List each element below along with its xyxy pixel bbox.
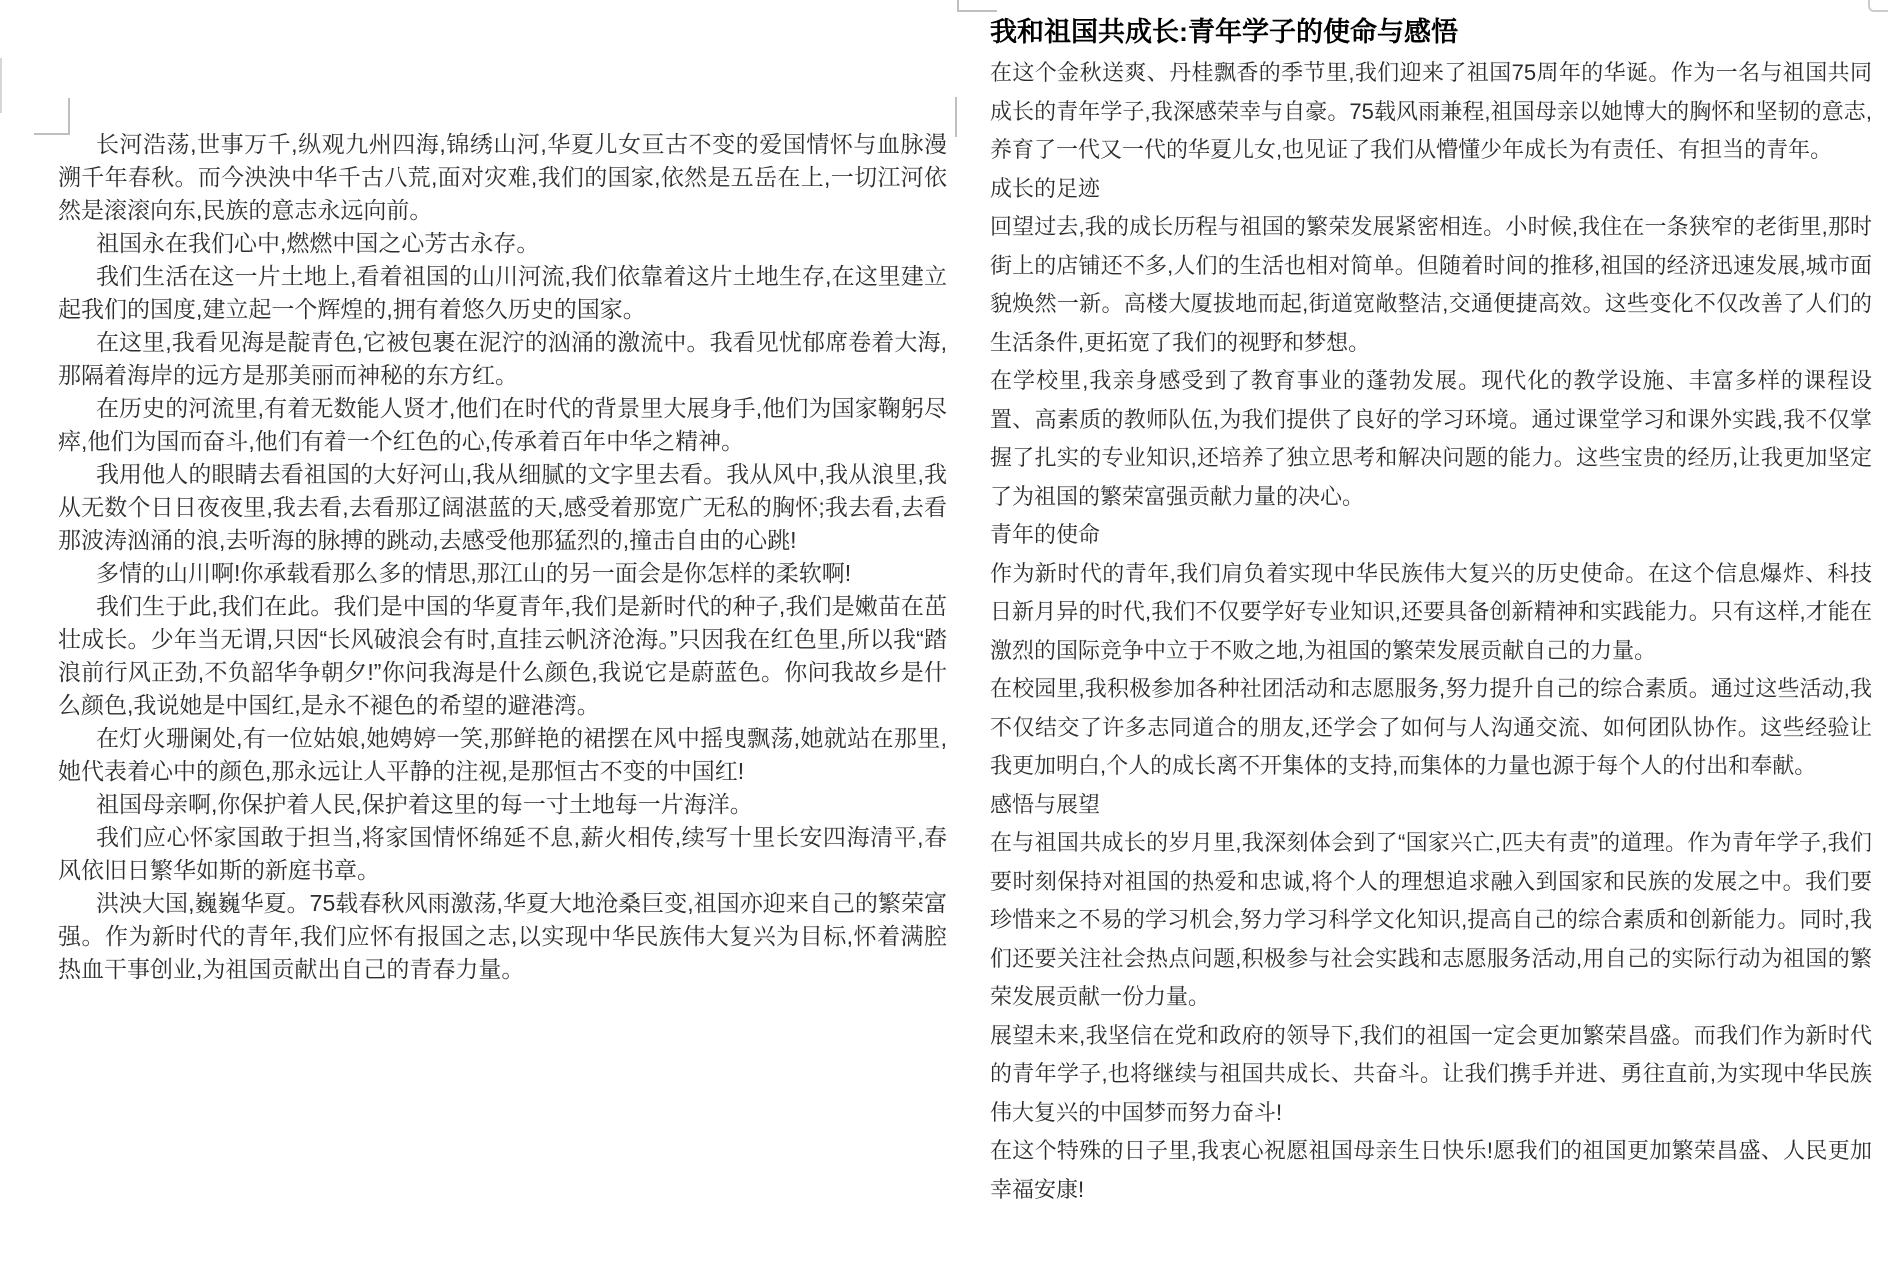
paragraph: 回望过去,我的成长历程与祖国的繁荣发展紧密相连。小时候,我住在一条狭窄的老街里,那时街上的店铺还不多,人们的生活也相对简单。但随着时间的推移,祖国的经济迅速发展,城市面貌焕然一新。高楼大厦拔地而起,街道宽敞整洁,交通便捷高效。这些变化不仅改善了人们的生活条件,更拓宽了我们的视野和梦想。 <box>990 214 1872 355</box>
document-title: 我和祖国共成长:青年学子的使命与感悟 <box>990 17 1458 47</box>
paragraph: 在与祖国共成长的岁月里,我深刻体会到了“国家兴亡,匹夫有责”的道理。作为青年学子,我们要时刻保持对祖国的热爱和忠诚,将个人的理想追求融入到国家和民族的发展之中。我们要珍惜来之不易的学习机会,努力学习科学文化知识,提高自己的综合素质和创新能力。同时,我们还要关注社会热点问题,积极参与社会实践和志愿服务活动,用自己的实际行动为祖国的繁荣发展贡献一份力量。 <box>990 830 1872 1009</box>
paragraph: 在灯火珊阑处,有一位姑娘,她娉婷一笑,那鲜艳的裙摆在风中摇曳飘荡,她就站在那里,她代表着心中的颜色,那永远让人平静的注视,是那恒古不变的中国红! <box>58 725 947 784</box>
section-heading: 青年的使命 <box>990 522 1101 547</box>
page-2-text-area[interactable] <box>990 12 1872 1209</box>
paragraph: 展望未来,我坚信在党和政府的领导下,我们的祖国一定会更加繁荣昌盛。而我们作为新时代的青年学子,也将继续与祖国共成长、共奋斗。让我们携手并进、勇往直前,为实现中华民族伟大复兴的中国梦而努力奋斗! <box>990 1022 1872 1125</box>
paragraph: 在历史的河流里,有着无数能人贤才,他们在时代的背景里大展身手,他们为国家鞠躬尽瘁,他们为国而奋斗,他们有着一个红色的心,传承着百年中华之精神。 <box>58 395 947 454</box>
paragraph: 在这个金秋送爽、丹桂飘香的季节里,我们迎来了祖国75周年的华诞。作为一名与祖国共同成长的青年学子,我深感荣幸与自豪。75载风雨兼程,祖国母亲以她博大的胸怀和坚韧的意志,养育了一代又一代的华夏儿女,也见证了我们从懵懂少年成长为有责任、有担当的青年。 <box>990 60 1872 162</box>
paragraph: 祖国永在我们心中,燃燃中国之心芳古永存。 <box>95 230 540 256</box>
paragraph: 作为新时代的青年,我们肩负着实现中华民族伟大复兴的历史使命。在这个信息爆炸、科技日新月异的时代,我们不仅要学好专业知识,还要具备创新精神和实践能力。只有这样,才能在激烈的国际竞争中立于不败之地,为祖国的繁荣发展贡献自己的力量。 <box>990 560 1872 663</box>
paragraph: 我们生活在这一片土地上,看着祖国的山川河流,我们依靠着这片土地生存,在这里建立起我们的国度,建立起一个辉煌的,拥有着悠久历史的国家。 <box>58 263 947 322</box>
paragraph: 祖国母亲啊,你保护着人民,保护着这里的每一寸土地每一片海洋。 <box>95 791 753 817</box>
paragraph: 洪泱大国,巍巍华夏。75载春秋风雨激荡,华夏大地沧桑巨变,祖国亦迎来自己的繁荣富强。作为新时代的青年,我们应怀有报国之志,以实现中华民族伟大复兴为目标,怀着满腔热血干事创业,为祖国贡献出自己的青春力量。 <box>58 890 947 982</box>
page-1-text-area[interactable] <box>58 128 947 986</box>
paragraph: 多情的山川啊!你承载看那么多的情思,那江山的另一面会是你怎样的柔软啊! <box>95 560 852 586</box>
paragraph: 长河浩荡,世事万千,纵观九州四海,锦绣山河,华夏儿女亘古不变的爱国情怀与血脉漫溯千年春秋。而今泱泱中华千古八荒,面对灾难,我们的国家,依然是五岳在上,一切江河依然是滚滚向东,民族的意志永远向前。 <box>58 131 947 223</box>
page-edge-line <box>0 58 2 113</box>
corner-widget <box>1868 0 1888 12</box>
paragraph: 我用他人的眼睛去看祖国的大好河山,我从细腻的文字里去看。我从风中,我从浪里,我从无数个日日夜夜里,我去看,去看那辽阔湛蓝的天,感受着那宽广无私的胸怀;我去看,去看那波涛汹涌的浪,去听海的脉搏的跳动,去感受他那猛烈的,撞击自由的心跳! <box>58 461 947 553</box>
margin-corner-mark <box>957 0 959 12</box>
section-heading: 感悟与展望 <box>990 791 1101 817</box>
margin-corner-mark <box>955 97 957 137</box>
paragraph: 我们生于此,我们在此。我们是中国的华夏青年,我们是新时代的种子,我们是嫩苗在茁壮成长。少年当无谓,只因“长风破浪会有时,直挂云帆济沧海。”只因我在红色里,所以我“踏浪前行风正劲,不负韶华争朝夕!”你问我海是什么颜色,我说它是蔚蓝色。你问我故乡是什么颜色,我说她是中国红,是永不褪色的希望的避港湾。 <box>58 593 947 718</box>
section-heading: 成长的足迹 <box>990 175 1101 201</box>
paragraph: 在学校里,我亲身感受到了教育事业的蓬勃发展。现代化的教学设施、丰富多样的课程设置、高素质的教师队伍,为我们提供了良好的学习环境。通过课堂学习和课外实践,我不仅掌握了扎实的专业知识,还培养了独立思考和解决问题的能力。这些宝贵的经历,让我更加坚定了为祖国的繁荣富强贡献力量的决心。 <box>990 368 1872 509</box>
paragraph: 在这个特殊的日子里,我衷心祝愿祖国母亲生日快乐!愿我们的祖国更加繁荣昌盛、人民更加幸福安康! <box>990 1138 1872 1202</box>
paragraph: 我们应心怀家国敢于担当,将家国情怀绵延不息,薪火相传,续写十里长安四海清平,春风依旧日繁华如斯的新庭书章。 <box>58 824 947 883</box>
paragraph: 在这里,我看见海是靛青色,它被包裹在泥泞的汹涌的激流中。我看见忧郁席卷着大海,那隔着海岸的远方是那美丽而神秘的东方红。 <box>58 329 947 388</box>
paragraph: 在校园里,我积极参加各种社团活动和志愿服务,努力提升自己的综合素质。通过这些活动,我不仅结交了许多志同道合的朋友,还学会了如何与人沟通交流、如何团队协作。这些经验让我更加明白,个人的成长离不开集体的支持,而集体的力量也源于每个人的付出和奉献。 <box>990 676 1872 778</box>
